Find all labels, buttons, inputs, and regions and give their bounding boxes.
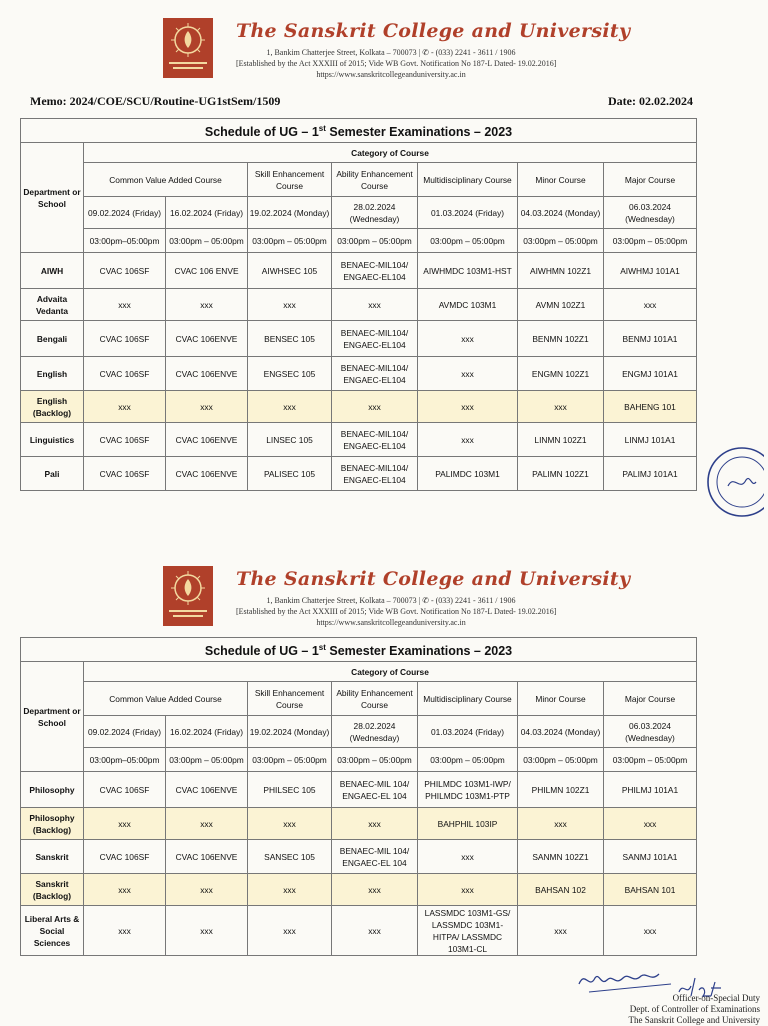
memo-date: Date: 02.02.2024 bbox=[608, 94, 693, 108]
course-code-cell: CVAC 106ENVE bbox=[166, 423, 248, 457]
exam-date: 16.02.2024 (Friday) bbox=[166, 716, 248, 748]
course-code-cell: xxx bbox=[332, 289, 418, 321]
course-header-mdc: Multidisciplinary Course bbox=[418, 682, 518, 716]
university-name: The Sanskrit College and University bbox=[236, 20, 631, 42]
university-stamp-icon bbox=[706, 436, 764, 528]
course-code-cell: xxx bbox=[418, 391, 518, 423]
course-code-cell: xxx bbox=[84, 391, 166, 423]
course-code-cell: AIWHMDC 103M1-HST bbox=[418, 253, 518, 289]
course-code-cell: CVAC 106ENVE bbox=[166, 357, 248, 391]
course-code-cell: LINMN 102Z1 bbox=[518, 423, 604, 457]
signatory-line: Dept. of Controller of Examinations bbox=[629, 1004, 760, 1014]
title-row bbox=[21, 638, 697, 662]
course-code-cell: xxx bbox=[332, 391, 418, 423]
course-code-cell: PHILMDC 103M1-IWP/ PHILMDC 103M1-PTP bbox=[418, 772, 518, 808]
course-header-major: Major Course bbox=[604, 682, 697, 716]
course-code-cell: xxx bbox=[418, 357, 518, 391]
course-code-cell: CVAC 106SF bbox=[84, 772, 166, 808]
course-code-cell: xxx bbox=[84, 808, 166, 840]
course-code-cell: CVAC 106ENVE bbox=[166, 457, 248, 491]
department-cell: Philosophy bbox=[21, 772, 84, 808]
course-code-cell: xxx bbox=[332, 874, 418, 906]
course-header-cvac: Common Value Added Course bbox=[84, 682, 248, 716]
course-code-cell: BENAEC-MIL104/ ENGAEC-EL104 bbox=[332, 357, 418, 391]
course-code-cell: PHILMJ 101A1 bbox=[604, 772, 697, 808]
course-header-cvac: Common Value Added Course bbox=[84, 163, 248, 197]
department-cell: English bbox=[21, 357, 84, 391]
course-code-cell: CVAC 106SF bbox=[84, 423, 166, 457]
schedule-body bbox=[21, 119, 697, 491]
course-header-sec: Skill Enhancement Course bbox=[248, 163, 332, 197]
department-cell: Liberal Arts & Social Sciences bbox=[21, 906, 84, 956]
course-code-cell: xxx bbox=[248, 906, 332, 956]
exam-time: 03:00pm – 05:00pm bbox=[518, 748, 604, 772]
category-header: Category of Course bbox=[84, 662, 697, 682]
table-row bbox=[21, 772, 697, 808]
course-header-aec: Ability Enhancement Course bbox=[332, 682, 418, 716]
exam-time: 03:00pm – 05:00pm bbox=[604, 748, 697, 772]
course-code-cell: LASSMDC 103M1-GS/ LASSMDC 103M1-HITPA/ LASSMDC 103M1-CL bbox=[418, 906, 518, 956]
course-code-cell: xxx bbox=[166, 874, 248, 906]
course-code-cell: ENGSEC 105 bbox=[248, 357, 332, 391]
course-code-cell: CVAC 106ENVE bbox=[166, 321, 248, 357]
category-row bbox=[21, 662, 697, 682]
table-row bbox=[21, 906, 697, 956]
schedule-title: Schedule of UG – 1st Semester Examinations – 2023 bbox=[21, 638, 697, 662]
exam-date: 01.03.2024 (Friday) bbox=[418, 716, 518, 748]
course-code-cell: xxx bbox=[84, 874, 166, 906]
course-code-cell: BENAEC-MIL104/ ENGAEC-EL104 bbox=[332, 457, 418, 491]
exam-time: 03:00pm – 05:00pm bbox=[332, 748, 418, 772]
exam-date: 28.02.2024 (Wednesday) bbox=[332, 197, 418, 229]
course-code-cell: BENAEC-MIL 104/ ENGAEC-EL 104 bbox=[332, 772, 418, 808]
time-row bbox=[21, 748, 697, 772]
exam-time: 03:00pm – 05:00pm bbox=[332, 229, 418, 253]
table-row bbox=[21, 253, 697, 289]
exam-date: 04.03.2024 (Monday) bbox=[518, 716, 604, 748]
university-address: 1, Bankim Chatterjee Street, Kolkata – 700073 | ✆ - (033) 2241 - 3611 / 1906 bbox=[266, 596, 516, 605]
course-code-cell: ENGMN 102Z1 bbox=[518, 357, 604, 391]
course-code-cell: BENAEC-MIL104/ ENGAEC-EL104 bbox=[332, 423, 418, 457]
title-row bbox=[21, 119, 697, 143]
university-website-link[interactable]: https://www.sanskritcollegeanduniversity.ac.in bbox=[316, 618, 466, 627]
signatory-line: The Sanskrit College and University bbox=[628, 1015, 760, 1025]
course-code-cell: BENAEC-MIL104/ ENGAEC-EL104 bbox=[332, 321, 418, 357]
department-cell: Sanskrit (Backlog) bbox=[21, 874, 84, 906]
course-code-cell: AVMDC 103M1 bbox=[418, 289, 518, 321]
table-row bbox=[21, 321, 697, 357]
table-row bbox=[21, 391, 697, 423]
department-header: Department or School bbox=[21, 143, 84, 253]
exam-time: 03:00pm – 05:00pm bbox=[418, 748, 518, 772]
course-code-cell: PALIMDC 103M1 bbox=[418, 457, 518, 491]
date-row bbox=[21, 197, 697, 229]
course-code-cell: xxx bbox=[418, 874, 518, 906]
exam-date: 19.02.2024 (Monday) bbox=[248, 716, 332, 748]
course-code-cell: xxx bbox=[166, 289, 248, 321]
university-logo-icon bbox=[163, 18, 213, 78]
table-row bbox=[21, 457, 697, 491]
course-code-cell: xxx bbox=[248, 808, 332, 840]
department-header: Department or School bbox=[21, 662, 84, 772]
course-code-cell: PHILMN 102Z1 bbox=[518, 772, 604, 808]
course-code-cell: BAHENG 101 bbox=[604, 391, 697, 423]
course-code-cell: xxx bbox=[84, 289, 166, 321]
exam-schedule-table-1 bbox=[20, 118, 697, 491]
course-code-cell: xxx bbox=[518, 906, 604, 956]
course-code-cell: CVAC 106SF bbox=[84, 253, 166, 289]
course-code-cell: xxx bbox=[84, 906, 166, 956]
course-code-cell: BENAEC-MIL104/ ENGAEC-EL104 bbox=[332, 253, 418, 289]
table-row bbox=[21, 840, 697, 874]
department-cell: English (Backlog) bbox=[21, 391, 84, 423]
course-header-mdc: Multidisciplinary Course bbox=[418, 163, 518, 197]
course-code-cell: BENMJ 101A1 bbox=[604, 321, 697, 357]
course-code-cell: xxx bbox=[418, 321, 518, 357]
course-code-cell: AIWHSEC 105 bbox=[248, 253, 332, 289]
university-website-link[interactable]: https://www.sanskritcollegeanduniversity.ac.in bbox=[316, 70, 466, 79]
course-type-row bbox=[21, 682, 697, 716]
department-cell: Bengali bbox=[21, 321, 84, 357]
course-code-cell: LINMJ 101A1 bbox=[604, 423, 697, 457]
course-type-row bbox=[21, 163, 697, 197]
course-code-cell: xxx bbox=[418, 840, 518, 874]
department-cell: Philosophy (Backlog) bbox=[21, 808, 84, 840]
course-code-cell: PALIMJ 101A1 bbox=[604, 457, 697, 491]
course-code-cell: BAHPHIL 103IP bbox=[418, 808, 518, 840]
course-code-cell: AIWHMN 102Z1 bbox=[518, 253, 604, 289]
exam-time: 03:00pm–05:00pm bbox=[84, 748, 166, 772]
exam-date: 28.02.2024 (Wednesday) bbox=[332, 716, 418, 748]
university-address: 1, Bankim Chatterjee Street, Kolkata – 700073 | ✆ - (033) 2241 - 3611 / 1906 bbox=[266, 48, 516, 57]
course-header-minor: Minor Course bbox=[518, 163, 604, 197]
course-code-cell: ENGMJ 101A1 bbox=[604, 357, 697, 391]
table-row bbox=[21, 357, 697, 391]
exam-date: 19.02.2024 (Monday) bbox=[248, 197, 332, 229]
course-code-cell: xxx bbox=[248, 289, 332, 321]
course-code-cell: CVAC 106ENVE bbox=[166, 840, 248, 874]
course-code-cell: AIWHMJ 101A1 bbox=[604, 253, 697, 289]
signatory-line: Officer-on-Special Duty bbox=[672, 993, 760, 1003]
department-cell: Sanskrit bbox=[21, 840, 84, 874]
table-row bbox=[21, 874, 697, 906]
course-code-cell: xxx bbox=[604, 808, 697, 840]
course-code-cell: xxx bbox=[518, 391, 604, 423]
exam-time: 03:00pm–05:00pm bbox=[84, 229, 166, 253]
course-code-cell: CVAC 106ENVE bbox=[166, 772, 248, 808]
category-row bbox=[21, 143, 697, 163]
course-code-cell: PALIMN 102Z1 bbox=[518, 457, 604, 491]
signatory-block bbox=[560, 993, 760, 1026]
course-code-cell: xxx bbox=[166, 808, 248, 840]
exam-date: 01.03.2024 (Friday) bbox=[418, 197, 518, 229]
course-code-cell: xxx bbox=[332, 906, 418, 956]
course-header-aec: Ability Enhancement Course bbox=[332, 163, 418, 197]
exam-time: 03:00pm – 05:00pm bbox=[248, 229, 332, 253]
exam-date: 06.03.2024 (Wednesday) bbox=[604, 716, 697, 748]
course-header-minor: Minor Course bbox=[518, 682, 604, 716]
course-code-cell: xxx bbox=[248, 391, 332, 423]
exam-date: 09.02.2024 (Friday) bbox=[84, 197, 166, 229]
exam-date: 16.02.2024 (Friday) bbox=[166, 197, 248, 229]
course-code-cell: SANSEC 105 bbox=[248, 840, 332, 874]
course-code-cell: CVAC 106SF bbox=[84, 457, 166, 491]
course-code-cell: xxx bbox=[248, 874, 332, 906]
course-code-cell: BAHSAN 102 bbox=[518, 874, 604, 906]
department-cell: AIWH bbox=[21, 253, 84, 289]
course-code-cell: AVMN 102Z1 bbox=[518, 289, 604, 321]
date-row bbox=[21, 716, 697, 748]
course-code-cell: BENSEC 105 bbox=[248, 321, 332, 357]
course-code-cell: xxx bbox=[166, 391, 248, 423]
course-code-cell: CVAC 106SF bbox=[84, 321, 166, 357]
course-code-cell: BAHSAN 101 bbox=[604, 874, 697, 906]
category-header: Category of Course bbox=[84, 143, 697, 163]
course-code-cell: CVAC 106SF bbox=[84, 357, 166, 391]
university-establishment-note: [Established by the Act XXXIII of 2015; Vide WB Govt. Notification No 187-L Dated- 19.02.2016] bbox=[236, 607, 557, 616]
schedule-body bbox=[21, 638, 697, 956]
course-code-cell: BENMN 102Z1 bbox=[518, 321, 604, 357]
schedule-title: Schedule of UG – 1st Semester Examinations – 2023 bbox=[21, 119, 697, 143]
exam-time: 03:00pm – 05:00pm bbox=[248, 748, 332, 772]
exam-date: 04.03.2024 (Monday) bbox=[518, 197, 604, 229]
university-logo-icon bbox=[163, 566, 213, 626]
course-code-cell: xxx bbox=[518, 808, 604, 840]
time-row bbox=[21, 229, 697, 253]
university-establishment-note: [Established by the Act XXXIII of 2015; Vide WB Govt. Notification No 187-L Dated- 19.02.2016] bbox=[236, 59, 557, 68]
course-code-cell: SANMN 102Z1 bbox=[518, 840, 604, 874]
course-code-cell: xxx bbox=[604, 906, 697, 956]
course-code-cell: xxx bbox=[604, 289, 697, 321]
department-cell: Advaita Vedanta bbox=[21, 289, 84, 321]
course-header-major: Major Course bbox=[604, 163, 697, 197]
university-name: The Sanskrit College and University bbox=[236, 568, 631, 590]
course-code-cell: SANMJ 101A1 bbox=[604, 840, 697, 874]
course-code-cell: xxx bbox=[332, 808, 418, 840]
exam-time: 03:00pm – 05:00pm bbox=[604, 229, 697, 253]
course-code-cell: xxx bbox=[418, 423, 518, 457]
exam-time: 03:00pm – 05:00pm bbox=[418, 229, 518, 253]
exam-schedule-table-2 bbox=[20, 637, 697, 956]
course-code-cell: xxx bbox=[166, 906, 248, 956]
table-row bbox=[21, 808, 697, 840]
table-row bbox=[21, 289, 697, 321]
exam-time: 03:00pm – 05:00pm bbox=[166, 229, 248, 253]
table-row bbox=[21, 423, 697, 457]
memo-number: Memo: 2024/COE/SCU/Routine-UG1stSem/1509 bbox=[30, 94, 281, 108]
exam-date: 06.03.2024 (Wednesday) bbox=[604, 197, 697, 229]
exam-time: 03:00pm – 05:00pm bbox=[518, 229, 604, 253]
department-cell: Linguistics bbox=[21, 423, 84, 457]
course-code-cell: LINSEC 105 bbox=[248, 423, 332, 457]
course-code-cell: BENAEC-MIL 104/ ENGAEC-EL 104 bbox=[332, 840, 418, 874]
course-code-cell: CVAC 106SF bbox=[84, 840, 166, 874]
course-code-cell: PALISEC 105 bbox=[248, 457, 332, 491]
exam-time: 03:00pm – 05:00pm bbox=[166, 748, 248, 772]
course-code-cell: CVAC 106 ENVE bbox=[166, 253, 248, 289]
course-header-sec: Skill Enhancement Course bbox=[248, 682, 332, 716]
department-cell: Pali bbox=[21, 457, 84, 491]
exam-date: 09.02.2024 (Friday) bbox=[84, 716, 166, 748]
course-code-cell: PHILSEC 105 bbox=[248, 772, 332, 808]
